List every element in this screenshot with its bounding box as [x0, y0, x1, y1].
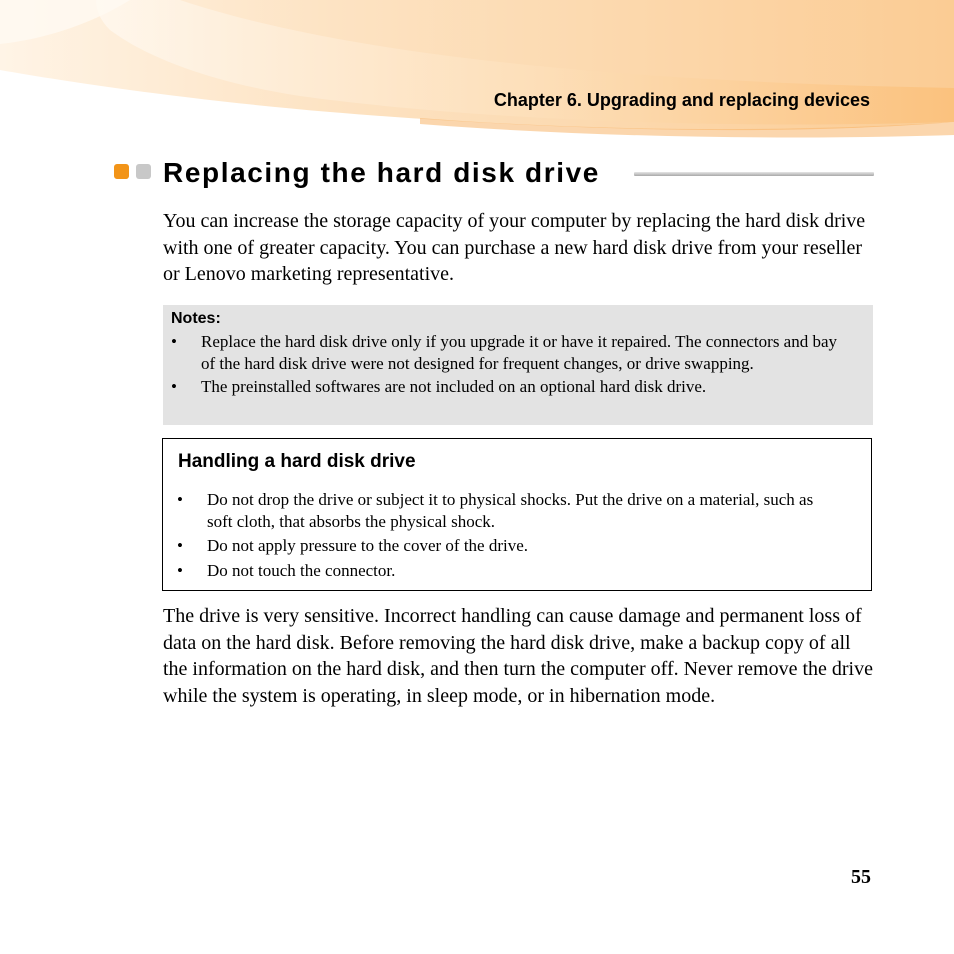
handling-list: [177, 489, 827, 584]
bullet-icon: •: [177, 490, 183, 509]
section-title: Replacing the hard disk drive: [163, 157, 600, 188]
handling-title: Handling a hard disk drive: [178, 451, 416, 472]
list-item: [171, 331, 851, 374]
notes-box: [163, 305, 873, 425]
page-number: 55: [851, 866, 871, 888]
bullet-icon: •: [177, 536, 183, 555]
note-text: Replace the hard disk drive only if you upgrade it or have it repaired. The connectors and bay of the hard disk drive were not designed for frequent changes, or drive swapping.: [201, 332, 838, 373]
handling-text: Do not apply pressure to the cover of the drive.: [207, 536, 529, 555]
orange-square-icon: [114, 164, 129, 179]
notes-list: [171, 331, 851, 400]
list-item: [171, 376, 851, 398]
list-item: [177, 535, 827, 557]
bullet-icon: •: [171, 377, 177, 396]
gray-square-icon: [136, 164, 151, 179]
header-decoration: [0, 0, 954, 140]
bullet-icon: •: [177, 560, 183, 580]
closing-paragraph: The drive is very sensitive. Incorrect handling can cause damage and permanent loss of data on the hard disk. Before removing the hard disk drive, make a backup copy of all the information on the hard disk, and then turn the computer off. Never remove the drive while the system is operating, in sleep mode, or in hibernation mode.: [163, 605, 873, 707]
heading-rule: [634, 172, 874, 176]
handling-text: Do not drop the drive or subject it to physical shocks. Put the drive on a material, such as soft cloth, that absorbs the physical shock.: [207, 490, 814, 531]
chapter-title: Chapter 6. Upgrading and replacing devices: [493, 90, 870, 110]
intro-paragraph: You can increase the storage capacity of your computer by replacing the hard disk drive with one of greater capacity. You can purchase a new hard disk drive from your reseller or Lenovo marketing representative.: [163, 210, 866, 285]
handling-text: Do not touch the connector.: [207, 560, 396, 580]
list-item: [177, 489, 827, 532]
notes-title: Notes:: [171, 310, 221, 327]
note-text: The preinstalled softwares are not included on an optional hard disk drive.: [201, 377, 707, 396]
section-heading: [114, 155, 874, 191]
bullet-icon: •: [171, 332, 177, 351]
handling-box: [162, 438, 872, 591]
list-item: [177, 560, 827, 582]
